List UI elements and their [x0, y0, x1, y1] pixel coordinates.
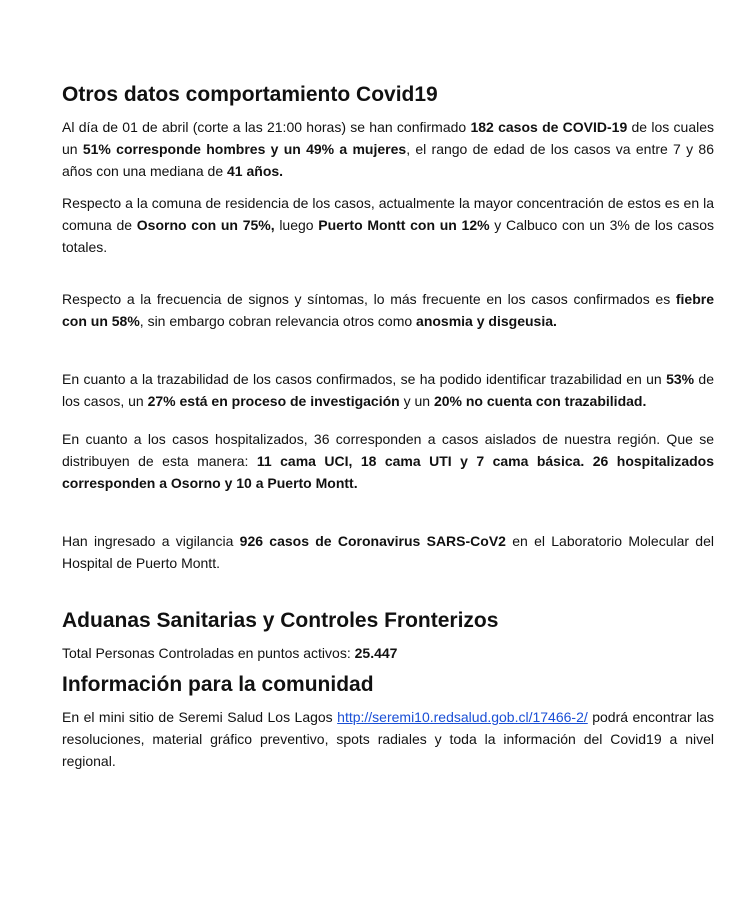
section-heading-customs: Aduanas Sanitarias y Controles Fronterizos	[62, 609, 499, 632]
paragraph-controlled-persons: Total Personas Controladas en puntos activos: 25.447	[62, 645, 398, 661]
section-heading-community-info: Información para la comunidad	[62, 673, 374, 696]
section-heading-covid-data: Otros datos comportamiento Covid19	[62, 83, 438, 106]
paragraph-surveillance: Han ingresado a vigilancia 926 casos de Coronavirus SARS-CoV2 en el Laboratorio Molecular del Hospital de Puerto Montt.	[62, 533, 714, 571]
paragraph-confirmed-cases: Al día de 01 de abril (corte a las 21:00 horas) se han confirmado 182 casos de COVID-19 de los cuales un 51% corresponde hombres y un 49% a mujeres, el rango de edad de los casos va entre 7 y 86 años con una mediana de 41 años.	[62, 119, 715, 179]
paragraph-community-info: En el mini sitio de Seremi Salud Los Lagos http://seremi10.redsalud.gob.cl/17466-2/ podrá encontrar las resoluciones, material gráfico preventivo, spots radiales y toda la información del Covid19 a nivel regional.	[62, 709, 714, 769]
paragraph-hospitalized: En cuanto a los casos hospitalizados, 36 corresponden a casos aislados de nuestra región. Que se distribuyen de esta manera: 11 cama UCI, 18 cama UTI y 7 cama básica. 26 hospitalizados corresponden a Osorno y 10 a Puerto Montt.	[62, 431, 715, 491]
seremi-site-link[interactable]: http://seremi10.redsalud.gob.cl/17466-2/	[337, 709, 588, 725]
paragraph-symptoms: Respecto a la frecuencia de signos y síntomas, lo más frecuente en los casos confirmados es fiebre con un 58%, sin embargo cobran relevancia otros como anosmia y disgeusia.	[62, 291, 714, 329]
paragraph-residence: Respecto a la comuna de residencia de los casos, actualmente la mayor concentración de estos es en la comuna de Osorno con un 75%, luego Puerto Montt con un 12% y Calbuco con un 3% de los casos totales.	[62, 195, 714, 255]
paragraph-traceability: En cuanto a la trazabilidad de los casos confirmados, se ha podido identificar trazabilidad en un 53% de los casos, un 27% está en proceso de investigación y un 20% no cuenta con trazabilidad.	[62, 371, 715, 409]
document-page	[62, 84, 714, 772]
